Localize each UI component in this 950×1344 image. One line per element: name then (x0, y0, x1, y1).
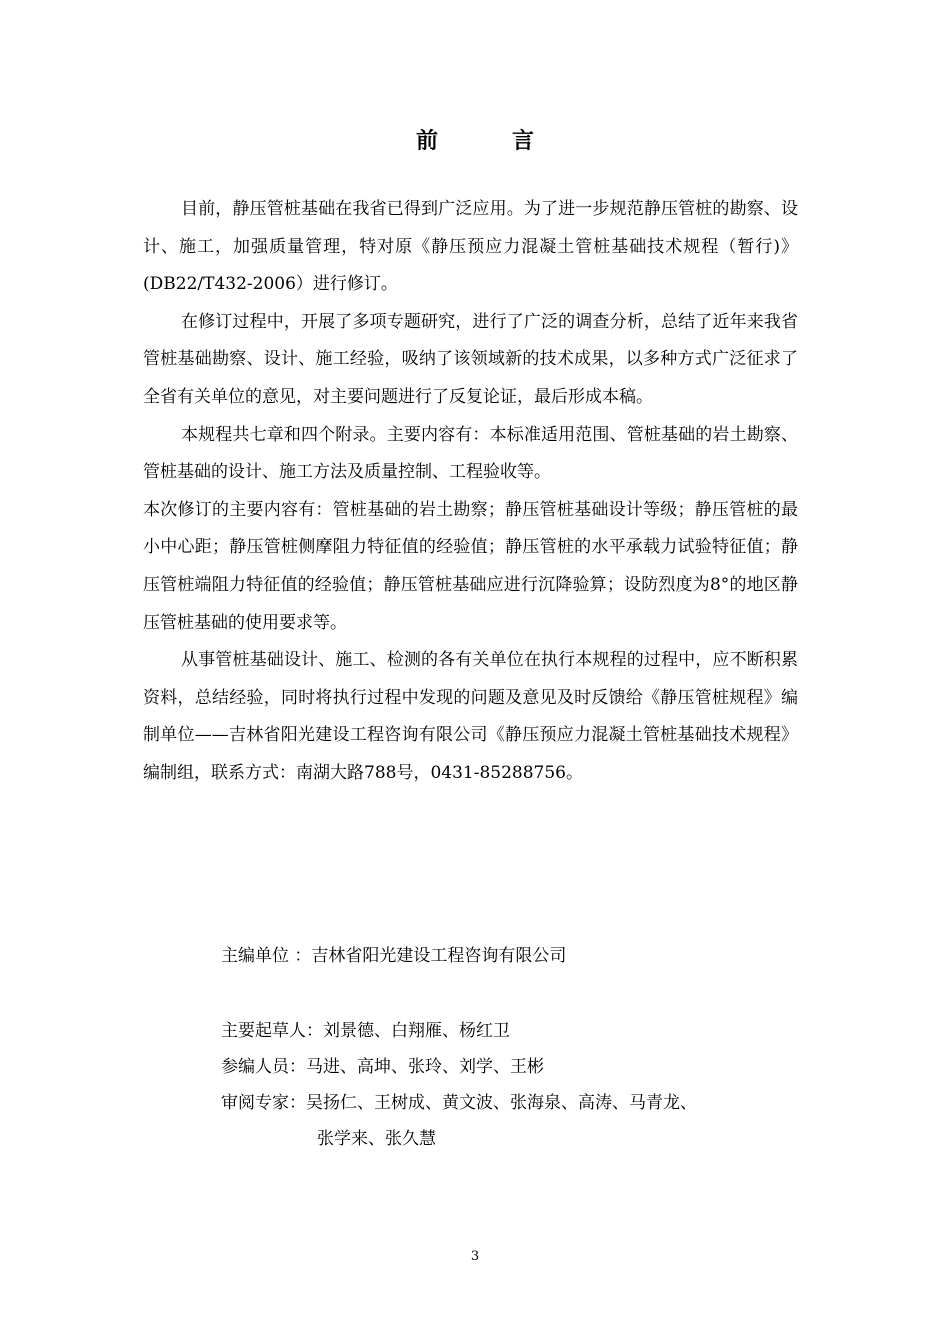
page-title: 前 言 (415, 128, 560, 154)
page-number: 3 (470, 1249, 480, 1264)
preface-body (143, 191, 798, 793)
paragraph-2: 在修订过程中，开展了多项专题研究，进行了广泛的调查分析，总结了近年来我省管桩基础勘察、设计、施工经验，吸纳了该领域新的技术成果，以多种方式广泛征求了全省有关单位的意见，对主要问题进行了反复论证，最后形成本稿。 (143, 311, 798, 407)
chief-unit-label: 主编单位 ： (221, 946, 312, 966)
chief-unit-block (221, 938, 821, 974)
participants-value: 马进、高坤、张玲、刘学、王彬 (306, 1057, 544, 1077)
participants-line (221, 1049, 821, 1085)
chief-unit-line (221, 938, 821, 974)
paragraph-1: 目前，静压管桩基础在我省已得到广泛应用。为了进一步规范静压管桩的勘察、设计、施工，加强质量管理，特对原《静压预应力混凝土管桩基础技术规程（暂行)》(DB22/T432-2006）进行修订。 (143, 199, 798, 295)
contributors-block (221, 1013, 821, 1157)
drafters-line (221, 1013, 821, 1049)
reviewers-line-continued (221, 1121, 821, 1157)
reviewers-value-1: 吴扬仁、王树成、黄文波、张海泉、高涛、马青龙、 (306, 1093, 697, 1113)
paragraph-3: 本规程共七章和四个附录。主要内容有：本标准适用范围、管桩基础的岩土勘察、管桩基础的设计、施工方法及质量控制、工程验收等。 (143, 424, 798, 483)
reviewers-value-2: 张学来、张久慧 (317, 1129, 436, 1149)
reviewers-label: 审阅专家： (221, 1093, 306, 1113)
participants-label: 参编人员： (221, 1057, 306, 1077)
drafters-label: 主要起草人： (221, 1021, 323, 1041)
paragraph-4: 本次修订的主要内容有：管桩基础的岩土勘察；静压管桩基础设计等级；静压管桩的最小中心距；静压管桩侧摩阻力特征值的经验值；静压管桩的水平承载力试验特征值；静压管桩端阻力特征值的经验值；静压管桩基础应进行沉降验算；设防烈度为8°的地区静压管桩基础的使用要求等。 (143, 499, 798, 633)
paragraph-5: 从事管桩基础设计、施工、检测的各有关单位在执行本规程的过程中，应不断积累资料，总结经验，同时将执行过程中发现的问题及意见及时反馈给《静压管桩规程》编制单位——吉林省阳光建设工程咨询有限公司《静压预应力混凝土管桩基础技术规程》编制组，联系方式：南湖大路788号，0431-85288756。 (143, 650, 798, 783)
reviewers-line (221, 1085, 821, 1121)
chief-unit-value: 吉林省阳光建设工程咨询有限公司 (311, 946, 567, 966)
drafters-value: 刘景德、白翔雁、杨红卫 (323, 1021, 510, 1041)
